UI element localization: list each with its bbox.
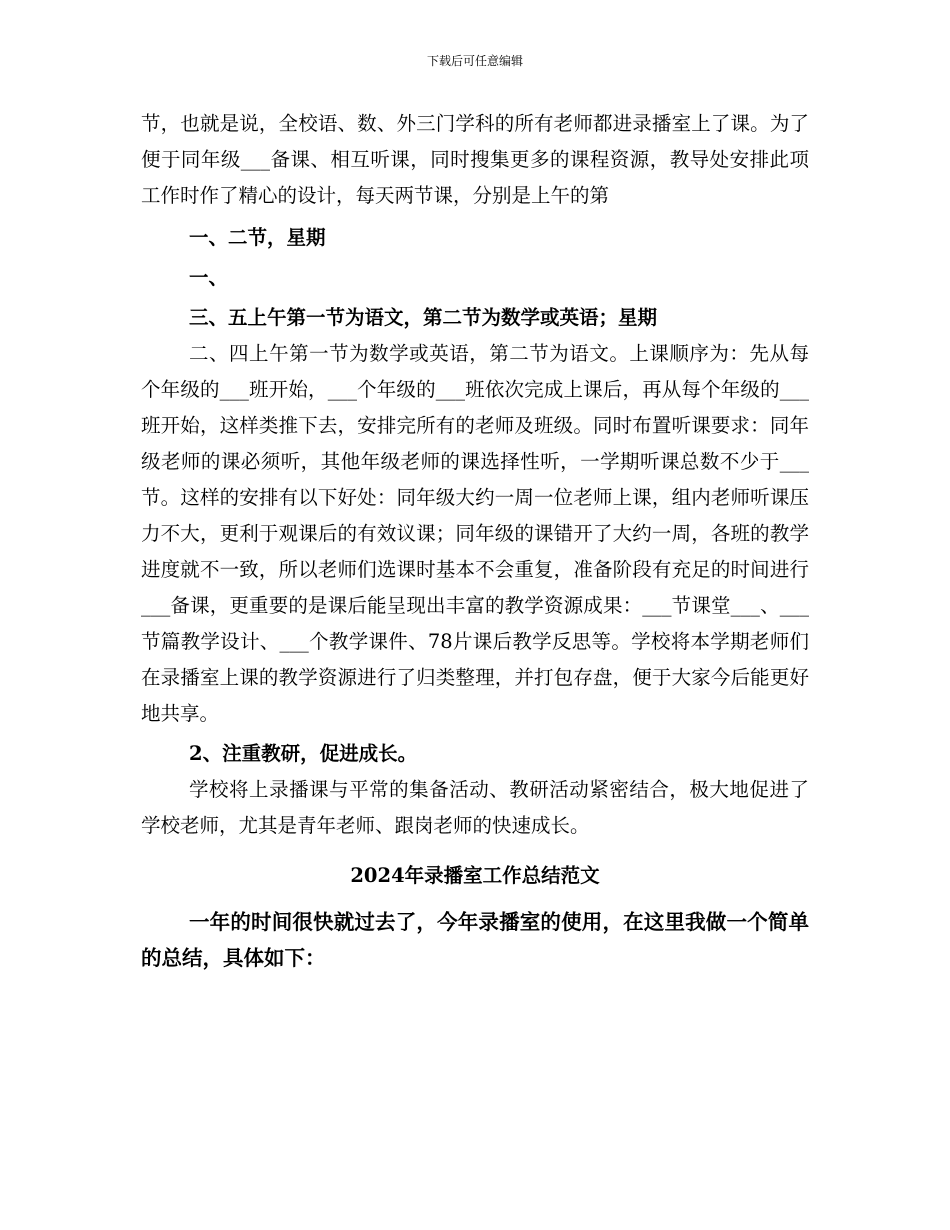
schedule-paragraph: 二、四上午第一节为数学或英语，第二节为语文。上课顺序为：先从每个年级的___班开始，___个年级的___班依次完成上课后，再从每个年级的___班开始，这样类推下去，安排完所有的老师及班级。同时布置听课要求：同年级老师的课必须听，其他年级老师的课选择性听，一学期听课总数不少于___节。这样的安排有以下好处：同年级大约一周一位老师上课，组内老师听课压力不大，更利于观课后的有效议课；同年级的课错开了大约一周，各班的教学进度就不一致，所以老师们选课时基本不会重复，准备阶段有充足的时间进行___备课，更重要的是课后能呈现出丰富的教学资源成果：___节课堂___、___节篇教学设计、___个教学课件、78片课后教学反思等。学校将本学期老师们在录播室上课的教学资源进行了归类整理，并打包存盘，便于大家今后能更好地共享。 <box>141 342 809 725</box>
schedule-line-2: 一、 <box>189 266 229 289</box>
section-heading-research: 2、注重教研，促进成长。 <box>189 742 418 765</box>
research-paragraph: 学校将上录播课与平常的集备活动、教研活动紧密结合，极大地促进了学校老师，尤其是青年老师、跟岗老师的快速成长。 <box>141 778 809 837</box>
schedule-line-3: 三、五上午第一节为语文，第二节为数学或英语；星期 <box>189 306 658 329</box>
summary-intro: 一年的时间很快就过去了，今年录播室的使用，在这里我做一个简单的总结，具体如下： <box>141 910 809 970</box>
schedule-line-1: 一、二节，星期 <box>189 226 326 249</box>
page-header: 下载后可任意编辑 <box>426 54 523 68</box>
paragraph-continued: 节，也就是说，全校语、数、外三门学科的所有老师都进录播室上了课。为了便于同年级___备课、相互听课，同时搜集更多的课程资源，教导处安排此项工作时作了精心的设计，每天两节课，分别是上午的第 <box>141 112 809 207</box>
document-body <box>141 106 809 976</box>
document-title: 2024年录播室工作总结范文 <box>350 864 600 887</box>
